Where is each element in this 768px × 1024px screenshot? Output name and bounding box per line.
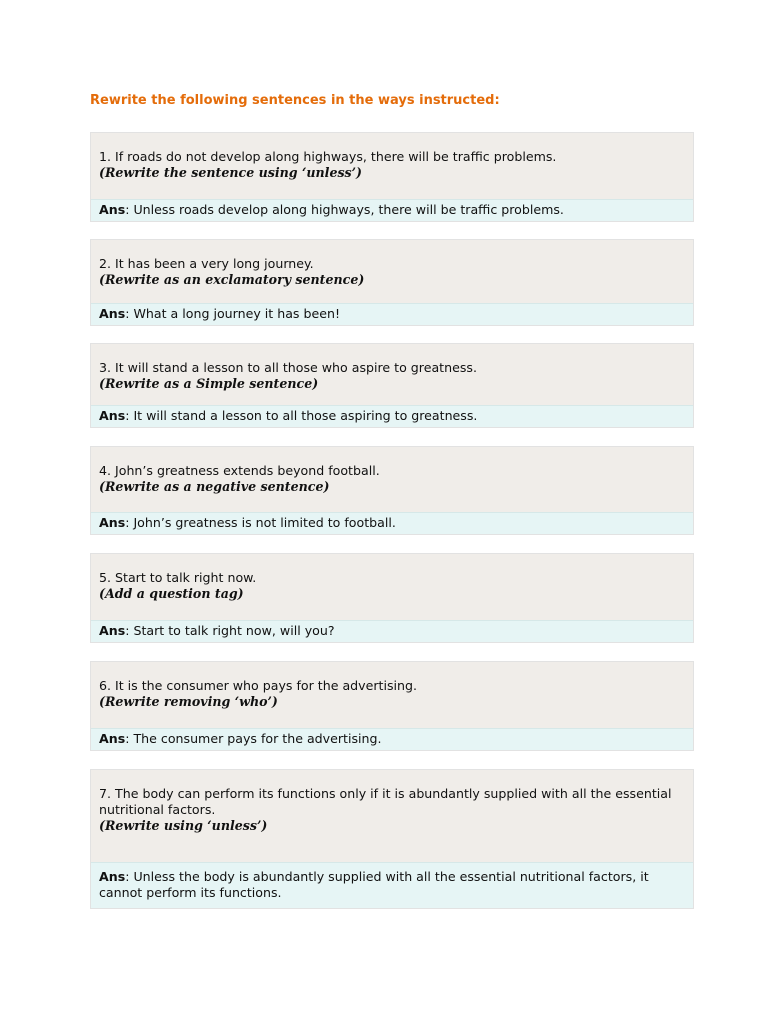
- answer-block: Ans: What a long journey it has been!: [91, 303, 693, 325]
- answer-block: Ans: The consumer pays for the advertising.: [91, 728, 693, 750]
- question-block: [91, 770, 693, 862]
- answer-text: What a long journey it has been!: [133, 306, 341, 321]
- question-block: [91, 554, 693, 620]
- answer-block: Ans: Start to talk right now, will you?: [91, 620, 693, 642]
- answer-text: Unless the body is abundantly supplied with all the essential nutritional factors, it cannot perform its functions.: [99, 869, 649, 900]
- question-block: [91, 133, 693, 199]
- answer-text: John’s greatness is not limited to football.: [133, 515, 396, 530]
- answer-text: The consumer pays for the advertising.: [133, 731, 382, 746]
- answer-block: Ans: Unless roads develop along highways, there will be traffic problems.: [91, 199, 693, 221]
- answer-label: Ans: [99, 306, 126, 321]
- question-instruction: (Rewrite as a negative sentence): [99, 479, 330, 494]
- answer-label: Ans: [99, 202, 126, 217]
- question-text: 5. Start to talk right now.: [99, 570, 257, 585]
- answer-text: It will stand a lesson to all those aspiring to greatness.: [133, 408, 478, 423]
- answer-block: Ans: It will stand a lesson to all those aspiring to greatness.: [91, 405, 693, 427]
- exercise-card-7: [90, 769, 694, 909]
- question-text: 3. It will stand a lesson to all those who aspire to greatness.: [99, 360, 477, 375]
- question-instruction: (Rewrite as a Simple sentence): [99, 376, 319, 391]
- question-text: 1. If roads do not develop along highways, there will be traffic problems.: [99, 149, 557, 164]
- exercise-card-6: [90, 661, 694, 751]
- question-text: 2. It has been a very long journey.: [99, 256, 314, 271]
- question-instruction: (Rewrite as an exclamatory sentence): [99, 272, 365, 287]
- question-block: [91, 344, 693, 405]
- exercise-card-3: [90, 343, 694, 428]
- exercise-card-5: [90, 553, 694, 643]
- answer-block: Ans: Unless the body is abundantly supplied with all the essential nutritional factors, it cannot perform its functions.: [91, 862, 693, 908]
- exercise-card-2: [90, 239, 694, 326]
- answer-label: Ans: [99, 515, 126, 530]
- answer-label: Ans: [99, 731, 126, 746]
- answer-text: Unless roads develop along highways, there will be traffic problems.: [133, 202, 564, 217]
- answer-label: Ans: [99, 623, 126, 638]
- question-instruction: (Rewrite the sentence using ‘unless’): [99, 165, 362, 180]
- exercise-card-1: [90, 132, 694, 222]
- answer-label: Ans: [99, 869, 126, 884]
- page-heading: Rewrite the following sentences in the ways instructed:: [90, 93, 500, 108]
- question-block: [91, 240, 693, 303]
- question-block: [91, 447, 693, 512]
- answer-text: Start to talk right now, will you?: [133, 623, 335, 638]
- answer-block: Ans: John’s greatness is not limited to football.: [91, 512, 693, 534]
- question-instruction: (Add a question tag): [99, 586, 244, 601]
- question-block: [91, 662, 693, 728]
- question-text: 6. It is the consumer who pays for the advertising.: [99, 678, 418, 693]
- question-text: 4. John’s greatness extends beyond football.: [99, 463, 380, 478]
- answer-label: Ans: [99, 408, 126, 423]
- question-instruction: (Rewrite removing ‘who’): [99, 694, 278, 709]
- exercise-card-4: [90, 446, 694, 535]
- question-instruction: (Rewrite using ‘unless’): [99, 818, 268, 833]
- question-text: 7. The body can perform its functions only if it is abundantly supplied with all the essential nutritional factors.: [99, 786, 672, 817]
